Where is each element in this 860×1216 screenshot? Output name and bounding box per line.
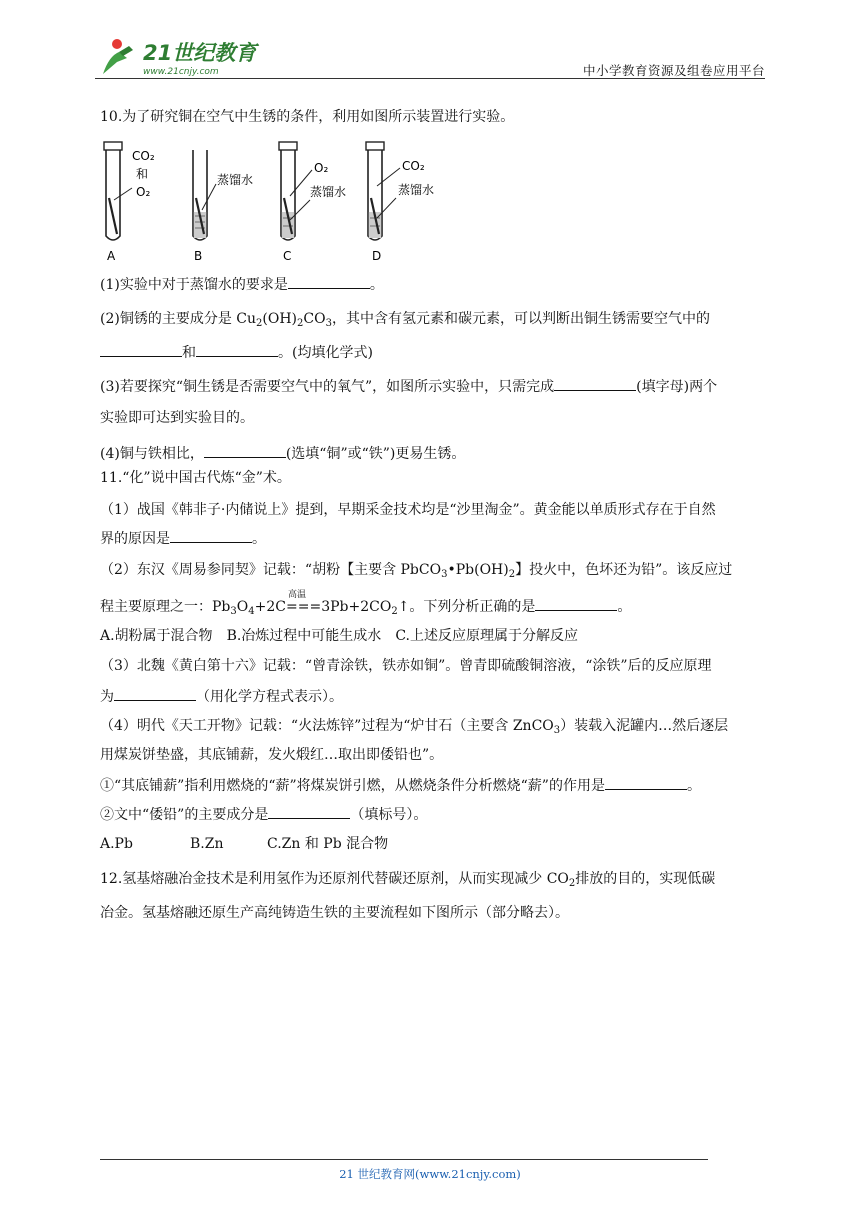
q12-line1: 12.氢基熔融冶金技术是利用氢作为还原剂代替碳还原剂，从而实现减少 $CO_2$排放的目的，实现低碳 [100,871,716,889]
answer-blank [535,596,617,611]
tube-a-letter: A [107,249,116,263]
tube-b-letter: B [194,249,203,263]
q10-part1: (1)实验中对于蒸馏水的要求是 。 [100,274,765,295]
q11-part4-q1: ①“其底铺薪”指利用燃烧的“薪”将煤炭饼引燃，从燃烧条件分析燃烧“薪”的作用是 。 [100,775,765,796]
platform-title: 中小学教育资源及组卷应用平台 [582,63,765,78]
tube-c-label-1: O₂ [314,161,329,175]
q11-part1-line2: 界的原因是 。 [100,528,765,549]
tube-d-label-2: 蒸馏水 [398,183,435,197]
footer-divider [100,1159,708,1160]
q11-part4-line1: （4）明代《天工开物》记载：“火法炼锌”过程为“炉甘石（主要含 ZnCO$_3$）装载入泥罐内…然后逐层 [100,718,729,736]
site-logo [95,34,265,78]
option-b: B.Zn [190,836,224,852]
answer-blank [100,342,182,357]
tube-a-label-3: O₂ [136,185,151,199]
answer-blank [196,342,278,357]
answer-blank [204,443,286,458]
q10-part4: (4)铜与铁相比， (选填“铜”或“铁”)更易生锈。 [100,443,765,464]
tube-c-letter: C [283,249,292,263]
q10-part3-line2: 实验即可达到实验目的。 [100,410,254,426]
option-a: A.胡粉属于混合物 [100,628,213,644]
q12-line2: 冶金。氢基熔融还原生产高纯铸造生铁的主要流程如下图所示（部分略去）。 [100,905,569,921]
tube-d-letter: D [372,249,382,263]
q11-part2-options [100,626,765,646]
q11-part2-line1: （2）东汉《周易参同契》记载：“胡粉【主要含 $PbCO_3•Pb(OH)_2$】投火中，色坏还为铅”。该反应过 [100,562,733,580]
footer-site[interactable]: 21 世纪教育网(www.21cnjy.com) [339,1167,521,1181]
q10-part2-line2: 和 。(均填化学式) [100,342,765,363]
answer-blank [170,528,252,543]
q11-part4-q2: ②文中“倭铅”的主要成分是 （填标号）。 [100,804,765,825]
q10-part2-line1: (2)铜锈的主要成分是 $Cu_2(OH)_2CO_3$，其中含有氢元素和碳元素，可以判断出铜生锈需要空气中的 [100,311,710,329]
answer-blank [288,274,370,289]
tube-a [104,142,155,263]
q10-part3-line1: (3)若要探究“铜生锈是否需要空气中的氧气”，如图所示实验中，只需完成 (填字母)两个 [100,376,765,397]
answer-blank [605,775,687,790]
q11-part3-line1: （3）北魏《黄白第十六》记载：“曾青涂铁，铁赤如铜”。曾青即硫酸铜溶液，“涂铁”后的反应原理 [100,658,712,674]
answer-blank [114,686,196,701]
tube-b-label-1: 蒸馏水 [217,173,254,187]
logo-url: www.21cnjy.com [143,67,219,77]
header-divider [95,78,765,79]
answer-blank [268,804,350,819]
option-a: A.Pb [100,836,133,852]
tube-b [193,150,253,263]
tube-c-label-2: 蒸馏水 [310,185,347,199]
tube-d [366,142,434,263]
tube-d-label-1: CO₂ [402,159,425,173]
q11-part1-line1: （1）战国《韩非子·内储说上》提到，早期采金技术均是“沙里淘金”。黄金能以单质形式存在于自然 [100,502,716,518]
option-c: C.上述反应原理属于分解反应 [395,628,578,644]
q10-test-tube-figure [96,138,456,268]
answer-blank [554,376,636,391]
q10-stem: 10.为了研究铜在空气中生锈的条件，利用如图所示装置进行实验。 [100,109,515,125]
q11-part2-line2: 程主要原理之一：$Pb_3O_4+2C$ 高温 $===3Pb+2CO_2↑$。下列分析正确的是 。 [100,590,632,617]
tube-c [279,142,346,263]
option-c: C.Zn 和 Pb 混合物 [267,836,389,852]
q11-part3-line2: 为 （用化学方程式表示）。 [100,686,765,707]
page-header [95,32,765,80]
q11-stem: 11.“化”说中国古代炼“金”术。 [100,470,291,486]
tube-a-label-2: 和 [136,167,149,181]
reaction-condition: 高温 === [285,590,322,615]
option-b: B.冶炼过程中可能生成水 [226,628,382,644]
q11-part4-options [100,834,765,854]
q11-part4-line2: 用煤炭饼垫盛，其底铺薪，发火煅红…取出即倭铅也”。 [100,747,444,763]
logo-text: 21世纪教育 [143,41,257,65]
tube-a-label-1: CO₂ [132,149,155,163]
